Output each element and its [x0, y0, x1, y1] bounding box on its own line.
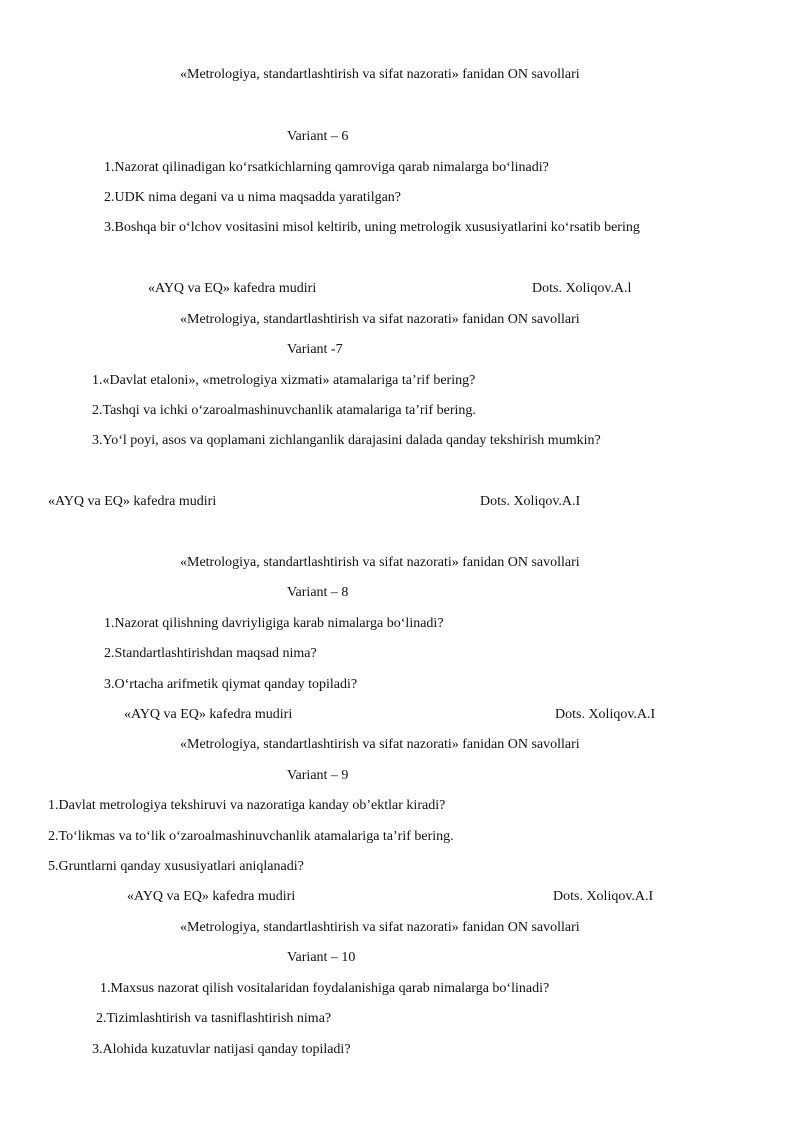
block-9-title: «Metrologiya, standartlashtirish va sifat nazorati» fanidan ON savollari — [180, 737, 580, 752]
block-10-question-3: 3.Alohida kuzatuvlar natijasi qanday topiladi? — [92, 1042, 351, 1057]
block-6-question-2: 2.UDK nima degani va u nima maqsadda yaratilgan? — [104, 190, 402, 205]
block-10-variant: Variant – 10 — [287, 950, 356, 965]
block-9-head-label: «AYQ va EQ» kafedra mudiri — [127, 889, 296, 904]
block-8-question-3: 3.O‘rtacha arifmetik qiymat qanday topiladi? — [104, 677, 358, 692]
block-10-question-1: 1.Maxsus nazorat qilish vositalaridan foydalanishiga qarab nimalarga bo‘linadi? — [100, 981, 550, 996]
block-10-title: «Metrologiya, standartlashtirish va sifat nazorati» fanidan ON savollari — [180, 920, 580, 935]
block-9-question-3: 5.Gruntlarni qanday xususiyatlari aniqlanadi? — [48, 859, 304, 874]
block-9-head-name: Dots. Xoliqov.A.I — [553, 889, 654, 904]
block-7-head-label: «AYQ va EQ» kafedra mudiri — [48, 494, 217, 509]
block-10-question-2: 2.Tizimlashtirish va tasniflashtirish nima? — [96, 1011, 332, 1026]
block-7-question-3: 3.Yo‘l poyi, asos va qoplamani zichlanganlik darajasini dalada qanday tekshirish mumkin? — [92, 433, 601, 448]
block-8-head-label: «AYQ va EQ» kafedra mudiri — [124, 707, 293, 722]
block-9-question-2: 2.To‘likmas va to‘lik o‘zaroalmashinuvchanlik atamalariga ta’rif bering. — [48, 829, 454, 844]
block-6-head-label: «AYQ va EQ» kafedra mudiri — [148, 281, 317, 296]
block-7-variant: Variant -7 — [287, 342, 343, 357]
block-9-variant: Variant – 9 — [287, 768, 349, 783]
block-7-title: «Metrologiya, standartlashtirish va sifat nazorati» fanidan ON savollari — [180, 312, 580, 327]
block-6-variant: Variant – 6 — [287, 129, 349, 144]
block-8-title: «Metrologiya, standartlashtirish va sifat nazorati» fanidan ON savollari — [180, 555, 580, 570]
block-8-variant: Variant – 8 — [287, 585, 349, 600]
block-9-question-1: 1.Davlat metrologiya tekshiruvi va nazoratiga kanday ob’ektlar kiradi? — [48, 798, 446, 813]
block-8-question-1: 1.Nazorat qilishning davriyligiga karab nimalarga bo‘linadi? — [104, 616, 444, 631]
block-7-head-name: Dots. Xoliqov.A.I — [480, 494, 581, 509]
block-8-question-2: 2.Standartlashtirishdan maqsad nima? — [104, 646, 317, 661]
block-7-question-1: 1.«Davlat etaloni», «metrologiya xizmati» atamalariga ta’rif bering? — [92, 373, 476, 388]
block-6-title: «Metrologiya, standartlashtirish va sifat nazorati» fanidan ON savollari — [180, 67, 580, 82]
block-6-question-3: 3.Boshqa bir o‘lchov vositasini misol keltirib, uning metrologik xususiyatlarini ko‘rsatib bering — [104, 220, 640, 235]
block-7-question-2: 2.Tashqi va ichki o‘zaroalmashinuvchanlik atamalariga ta’rif bering. — [92, 403, 476, 418]
block-8-head-name: Dots. Xoliqov.A.I — [555, 707, 656, 722]
block-6-question-1: 1.Nazorat qilinadigan ko‘rsatkichlarning qamroviga qarab nimalarga bo‘linadi? — [104, 160, 549, 175]
block-6-head-name: Dots. Xoliqov.A.l — [532, 281, 632, 296]
